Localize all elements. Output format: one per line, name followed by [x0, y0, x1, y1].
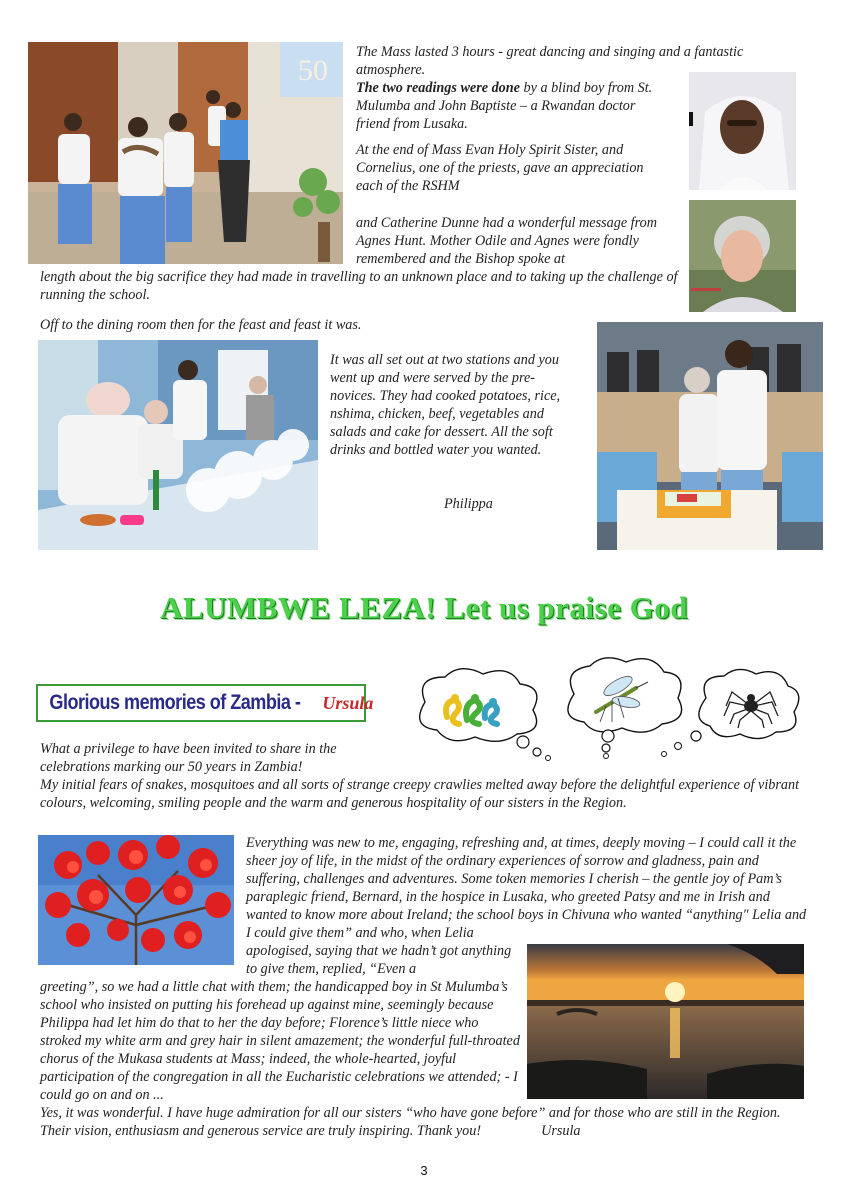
snake-thought-cloud — [405, 662, 555, 762]
page-number: 3 — [420, 1163, 428, 1178]
readings-rest: by a blind boy from St. Mulumba and John Baptiste – a Rwandan doctor friend from Lusaka. — [356, 80, 653, 132]
feast-photo — [38, 340, 318, 550]
mass-duration-paragraph: The Mass lasted 3 hours - great dancing and singing and a fantastic atmosphere. — [356, 44, 744, 78]
river-sunset-photo — [527, 944, 804, 1099]
sister-portrait-grey-hair — [689, 200, 796, 312]
apologised-paragraph: apologised, saying that we hadn’t got anything to give them, replied, “Even a — [246, 943, 512, 977]
dining-room-paragraph: Off to the dining room then for the feast and feast it was. — [40, 317, 362, 333]
red-flowers-photo — [38, 835, 234, 965]
appreciation-paragraph: At the end of Mass Evan Holy Spirit Sister, and Cornelius, one of the priests, gave an appreciation each of the RSHM — [356, 142, 644, 194]
handicapped-boy-paragraph: greeting”, so we had a little chat with them; the handicapped boy in St Mulumba’s school who insisted on putting his forehead up against mine, seemingly because Philippa had let him do that to her the day before; Florence’s little niece who stroked my white arm and grey hair in silent amazement; the wonderful full-throated chorus of the Mukasa students at Mass; indeed, the whole-hearted, joyful participation of the congregation in all the Eucharistic celebrations we attended; - I could go on and on ... — [40, 979, 520, 1103]
initial-fears-paragraph: My initial fears of snakes, mosquitoes and all sorts of strange creepy crawlies melted away before the delightful experience of vibrant colours, welcoming, smiling people and the warm and generous hospitality of our sisters in the Region. — [40, 777, 800, 811]
sacrifice-paragraph: length about the big sacrifice they had made in travelling to an unknown place and to taking up the challenge of running the school. — [40, 269, 678, 303]
food-stations-paragraph: It was all set out at two stations and you went up and were served by the pre-novices. They had cooked potatoes, rice, nshima, chicken, beef, vegetables and salads and cake for dessert. All the soft drinks and bottled water you wanted. — [330, 352, 561, 458]
sister-portrait-veil — [689, 72, 796, 190]
readings-lead: The two readings were done — [356, 80, 520, 96]
banner-title: Glorious memories of Zambia - — [49, 691, 300, 714]
banner-author: Ursula — [322, 692, 374, 713]
ursula-signature: Ursula — [541, 1123, 581, 1139]
message-paragraph: and Catherine Dunne had a wonderful message from Agnes Hunt. Mother Odile and Agnes were fondly remembered and the Bishop spoke at — [356, 215, 657, 267]
praise-heading: ALUMBWE LEZA! Let us praise God — [160, 590, 688, 625]
everything-new-paragraph: Everything was new to me, engaging, refreshing and, at times, deeply moving – I could call it the sheer joy of life, in the midst of the ordinary experiences of sorrow and gladness, pain and suffering, challenges and adventures. Some token memories I cherish – the gentle joy of Pam’s paraplegic friend, Bernard, in the hospice in Lusaka, who greeted Patsy and me in Irish and wanted to know more about Ireland; the school boys in Chivuna who wanted “anything" Lelia and I could give them” and who, when Lelia — [246, 835, 807, 941]
privilege-paragraph: What a privilege to have been invited to share in the celebrations marking our 50 years in Zambia! — [40, 741, 337, 775]
admiration-text: Yes, it was wonderful. I have huge admiration for all our sisters “who have gone before” and for those who are still in the Region. Their vision, enthusiasm and generous service are truly inspiring. Thank you! — [40, 1105, 781, 1139]
cake-cutting-photo — [597, 322, 823, 550]
admiration-paragraph — [40, 1104, 810, 1140]
banner-number: 50 — [298, 54, 328, 87]
spider-thought-cloud — [656, 662, 806, 762]
philippa-signature: Philippa — [444, 496, 493, 512]
procession-photo — [28, 42, 343, 264]
readings-paragraph — [356, 79, 656, 133]
glorious-memories-banner — [36, 684, 374, 722]
